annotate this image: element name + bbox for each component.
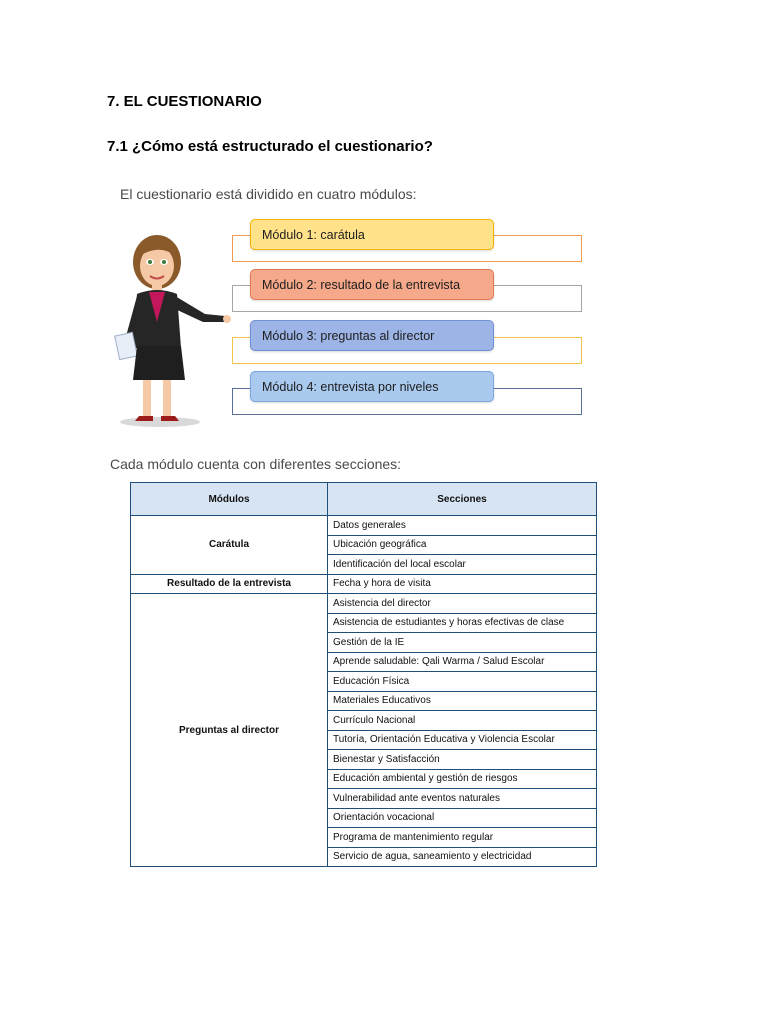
section-cell: Aprende saludable: Qali Warma / Salud Escolar (328, 652, 597, 672)
subsection-heading: 7.1 ¿Cómo está estructurado el cuestionario? (107, 138, 433, 155)
module-1-box: Módulo 1: carátula (250, 219, 494, 250)
table-row (131, 574, 597, 594)
section-cell: Datos generales (328, 516, 597, 536)
module-cell: Resultado de la entrevista (131, 574, 328, 594)
diagram-intro-text: El cuestionario está dividido en cuatro módulos: (120, 186, 417, 202)
section-cell: Currículo Nacional (328, 711, 597, 731)
header-secciones: Secciones (328, 483, 597, 516)
modules-sections-table (130, 482, 597, 867)
teacher-illustration (105, 230, 235, 430)
module-4-box: Módulo 4: entrevista por niveles (250, 371, 494, 402)
section-cell: Orientación vocacional (328, 808, 597, 828)
module-2-box: Módulo 2: resultado de la entrevista (250, 269, 494, 300)
module-3-box: Módulo 3: preguntas al director (250, 320, 494, 351)
section-cell: Vulnerabilidad ante eventos naturales (328, 789, 597, 809)
section-cell: Educación ambiental y gestión de riesgos (328, 769, 597, 789)
section-cell: Ubicación geográfica (328, 535, 597, 555)
section-cell: Gestión de la IE (328, 633, 597, 653)
module-cell: Preguntas al director (131, 594, 328, 867)
section-cell: Identificación del local escolar (328, 555, 597, 575)
section-cell: Educación Física (328, 672, 597, 692)
section-cell: Tutoría, Orientación Educativa y Violencia Escolar (328, 730, 597, 750)
table-row (131, 516, 597, 536)
section-cell: Asistencia de estudiantes y horas efectivas de clase (328, 613, 597, 633)
section-cell: Servicio de agua, saneamiento y electricidad (328, 847, 597, 867)
section-cell: Asistencia del director (328, 594, 597, 614)
section-cell: Programa de mantenimiento regular (328, 828, 597, 848)
section-cell: Materiales Educativos (328, 691, 597, 711)
table-header-row (131, 483, 597, 516)
module-cell: Carátula (131, 516, 328, 575)
section-cell: Bienestar y Satisfacción (328, 750, 597, 770)
section-heading: 7. EL CUESTIONARIO (107, 93, 262, 110)
header-modulos: Módulos (131, 483, 328, 516)
table-intro-text: Cada módulo cuenta con diferentes secciones: (110, 456, 402, 472)
section-cell: Fecha y hora de visita (328, 574, 597, 594)
table-row (131, 594, 597, 614)
